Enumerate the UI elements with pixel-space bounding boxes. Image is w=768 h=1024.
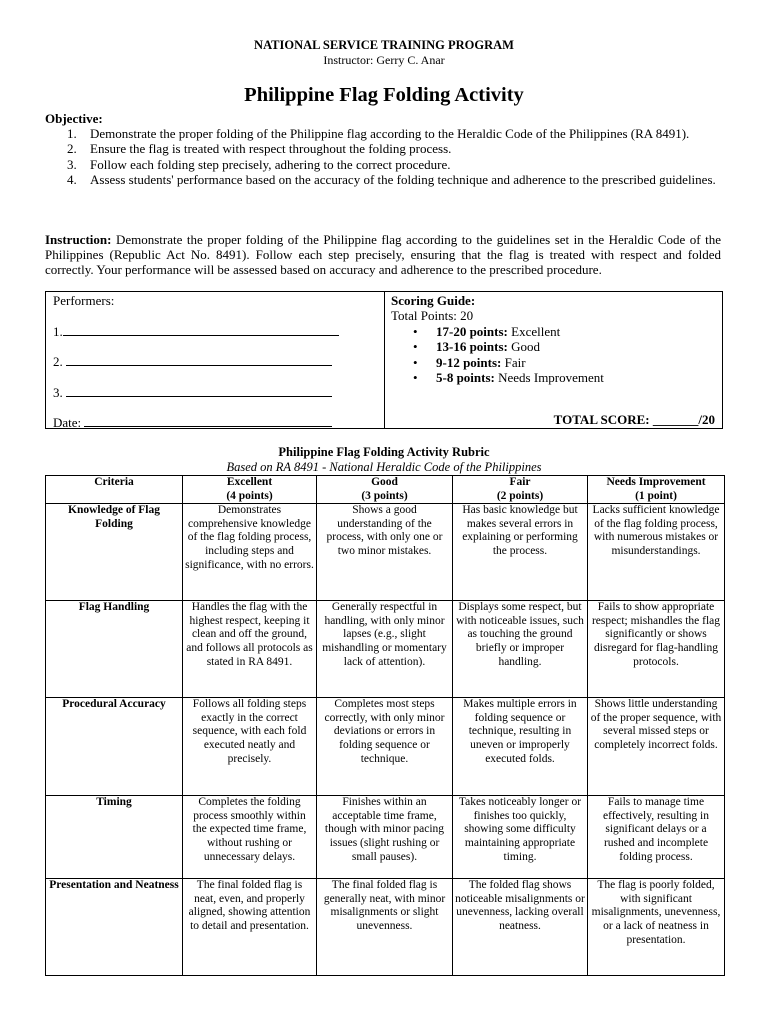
good-header bbox=[317, 476, 453, 504]
scoring-range: 17-20 points: bbox=[436, 323, 508, 339]
instruction-label: Instruction: bbox=[45, 232, 112, 247]
criteria-cell: Presentation and Neatness bbox=[46, 879, 183, 976]
total-score: TOTAL SCORE: _______/20 bbox=[553, 412, 715, 427]
header-name: Excellent bbox=[226, 476, 273, 488]
performer-number: 1. bbox=[53, 324, 63, 339]
needs-improvement-cell: Shows little understanding of the proper sequence, with several missed steps or completely incorrect folds. bbox=[588, 698, 725, 796]
performer-blank[interactable] bbox=[63, 324, 339, 336]
performer-blank[interactable] bbox=[66, 354, 332, 366]
objective-item bbox=[45, 157, 721, 172]
fair-cell: Makes multiple errors in folding sequence or technique, resulting in uneven or improperly executed folds. bbox=[453, 698, 588, 796]
date-label: Date: bbox=[53, 415, 85, 430]
objective-text: Demonstrate the proper folding of the Philippine flag according to the Heraldic Code of the Philippines (RA 8491). bbox=[90, 126, 690, 141]
scoring-item bbox=[391, 324, 721, 339]
performers-label: Performers: bbox=[53, 293, 115, 308]
header-points: (2 points) bbox=[496, 489, 544, 502]
performer-blank[interactable] bbox=[66, 385, 332, 397]
needs-improvement-cell: Fails to manage time effectively, resulting in significant delays or a rushed and incomplete folding process. bbox=[588, 796, 725, 879]
table-row bbox=[46, 504, 725, 601]
scoring-item bbox=[391, 370, 721, 385]
objective-item bbox=[45, 172, 721, 187]
objective-text: Ensure the flag is treated with respect throughout the folding process. bbox=[90, 141, 452, 157]
date-blank[interactable] bbox=[84, 415, 332, 427]
scoring-item bbox=[391, 339, 721, 354]
good-cell: The final folded flag is generally neat, with minor misalignments or slight unevenness. bbox=[317, 879, 453, 976]
performer-number: 2. bbox=[53, 354, 66, 369]
good-cell: Shows a good understanding of the process, with only one or two minor mistakes. bbox=[317, 504, 453, 601]
scoring-range: 9-12 points: bbox=[436, 354, 502, 370]
objective-number: 3. bbox=[67, 156, 77, 172]
performer-line-2[interactable] bbox=[53, 354, 332, 370]
table-row bbox=[46, 879, 725, 976]
criteria-cell: Knowledge of Flag Folding bbox=[46, 504, 183, 601]
table-row bbox=[46, 601, 725, 698]
page-title: Philippine Flag Folding Activity bbox=[244, 84, 524, 106]
instruction-paragraph bbox=[45, 232, 721, 278]
rubric-header-row bbox=[46, 476, 725, 504]
good-cell: Finishes within an acceptable time frame, though with minor pacing issues (slight rushing or small pauses). bbox=[317, 796, 453, 879]
scoring-item bbox=[391, 355, 721, 370]
excellent-cell: Handles the flag with the highest respect, keeping it clean and off the ground, and follows all protocols as stated in RA 8491. bbox=[183, 601, 317, 698]
header-name: Fair bbox=[509, 476, 531, 488]
fair-header bbox=[453, 476, 588, 504]
objective-list bbox=[45, 126, 721, 188]
header-points: (3 points) bbox=[361, 489, 408, 502]
objective-item bbox=[45, 126, 721, 141]
scoring-desc: Fair bbox=[501, 354, 526, 370]
criteria-cell: Procedural Accuracy bbox=[46, 698, 183, 796]
excellent-cell: The final folded flag is neat, even, and properly aligned, showing attention to detail and presentation. bbox=[183, 879, 317, 976]
performer-line-3[interactable] bbox=[53, 385, 332, 401]
scoring-range: 13-16 points: bbox=[436, 339, 508, 355]
objective-number: 4. bbox=[67, 172, 77, 188]
criteria-cell: Flag Handling bbox=[46, 601, 183, 698]
fair-cell: Has basic knowledge but makes several errors in explaining or performing the process. bbox=[453, 504, 588, 601]
instruction-text: Demonstrate the proper folding of the Philippine flag according to the guidelines set in the Heraldic Code of the Philippines (Republic Act No. 8491). Follow each step precisely, ensuring that the flag is treated with respect and folded correctly. Your performance will be assessed based on accuracy and adherence to the prescribed procedure. bbox=[45, 232, 721, 278]
scoring-desc: Excellent bbox=[507, 323, 561, 339]
scoring-desc: Needs Improvement bbox=[494, 370, 604, 386]
scoring-list bbox=[391, 324, 721, 386]
good-cell: Generally respectful in handling, with only minor lapses (e.g., slight mishandling or momentary lack of attention). bbox=[317, 601, 453, 698]
objective-text: Assess students' performance based on the accuracy of the folding technique and adherence to the prescribed guidelines. bbox=[90, 172, 716, 188]
performer-scoring-box bbox=[45, 291, 723, 429]
good-cell: Completes most steps correctly, with only minor deviations or errors in folding sequence or technique. bbox=[317, 698, 453, 796]
header-points: (1 point) bbox=[635, 489, 677, 502]
excellent-cell: Completes the folding process smoothly within the expected time frame, without rushing or unnecessary delays. bbox=[183, 796, 317, 879]
performer-line-1[interactable] bbox=[53, 324, 339, 340]
excellent-cell: Demonstrates comprehensive knowledge of the flag folding process, including steps and significance, with no errors. bbox=[183, 504, 317, 601]
header-name: Good bbox=[371, 476, 398, 488]
needs-improvement-cell: Lacks sufficient knowledge of the flag folding process, with numerous mistakes or misunderstandings. bbox=[588, 504, 725, 601]
fair-cell: Displays some respect, but with noticeable issues, such as touching the ground briefly or improper handling. bbox=[453, 601, 588, 698]
fair-cell: Takes noticeably longer or finishes too quickly, showing some difficulty maintaining appropriate timing. bbox=[453, 796, 588, 879]
header-points: (4 points) bbox=[226, 489, 273, 502]
scoring-desc: Good bbox=[507, 339, 541, 355]
objective-number: 1. bbox=[67, 126, 77, 141]
objective-label: Objective: bbox=[45, 111, 103, 126]
excellent-cell: Follows all folding steps exactly in the correct sequence, with each fold executed neatly and precisely. bbox=[183, 698, 317, 796]
program-heading: NATIONAL SERVICE TRAINING PROGRAM bbox=[254, 38, 514, 52]
header-name: Needs Improvement bbox=[606, 476, 706, 488]
rubric-table bbox=[45, 475, 725, 976]
objective-number: 2. bbox=[67, 141, 77, 157]
header-name: Criteria bbox=[94, 476, 134, 488]
instructor-line: Instructor: Gerry C. Anar bbox=[323, 53, 445, 67]
fair-cell: The folded flag shows noticeable misalignments or unevenness, lacking overall neatness. bbox=[453, 879, 588, 976]
excellent-header bbox=[183, 476, 317, 504]
box-divider bbox=[384, 292, 385, 428]
rubric-title: Philippine Flag Folding Activity Rubric bbox=[278, 445, 490, 459]
scoring-range: 5-8 points: bbox=[436, 370, 495, 386]
criteria-header bbox=[46, 476, 183, 504]
criteria-cell: Timing bbox=[46, 796, 183, 879]
objective-text: Follow each folding step precisely, adhering to the correct procedure. bbox=[90, 156, 451, 172]
needs-improvement-cell: The flag is poorly folded, with significant misalignments, unevenness, or a lack of neatness in presentation. bbox=[588, 879, 725, 976]
performer-number: 3. bbox=[53, 385, 66, 400]
table-row bbox=[46, 796, 725, 879]
total-points: Total Points: 20 bbox=[391, 308, 474, 324]
rubric-subtitle: Based on RA 8491 - National Heraldic Code of the Philippines bbox=[226, 460, 542, 474]
objective-item bbox=[45, 141, 721, 156]
scoring-guide bbox=[391, 293, 721, 385]
table-row bbox=[46, 698, 725, 796]
scoring-guide-label: Scoring Guide: bbox=[391, 293, 476, 308]
date-line[interactable] bbox=[53, 415, 332, 431]
needs-improvement-cell: Fails to show appropriate respect; mishandles the flag significantly or shows disregard for flag-handling protocols. bbox=[588, 601, 725, 698]
needs-improvement-header bbox=[588, 476, 725, 504]
